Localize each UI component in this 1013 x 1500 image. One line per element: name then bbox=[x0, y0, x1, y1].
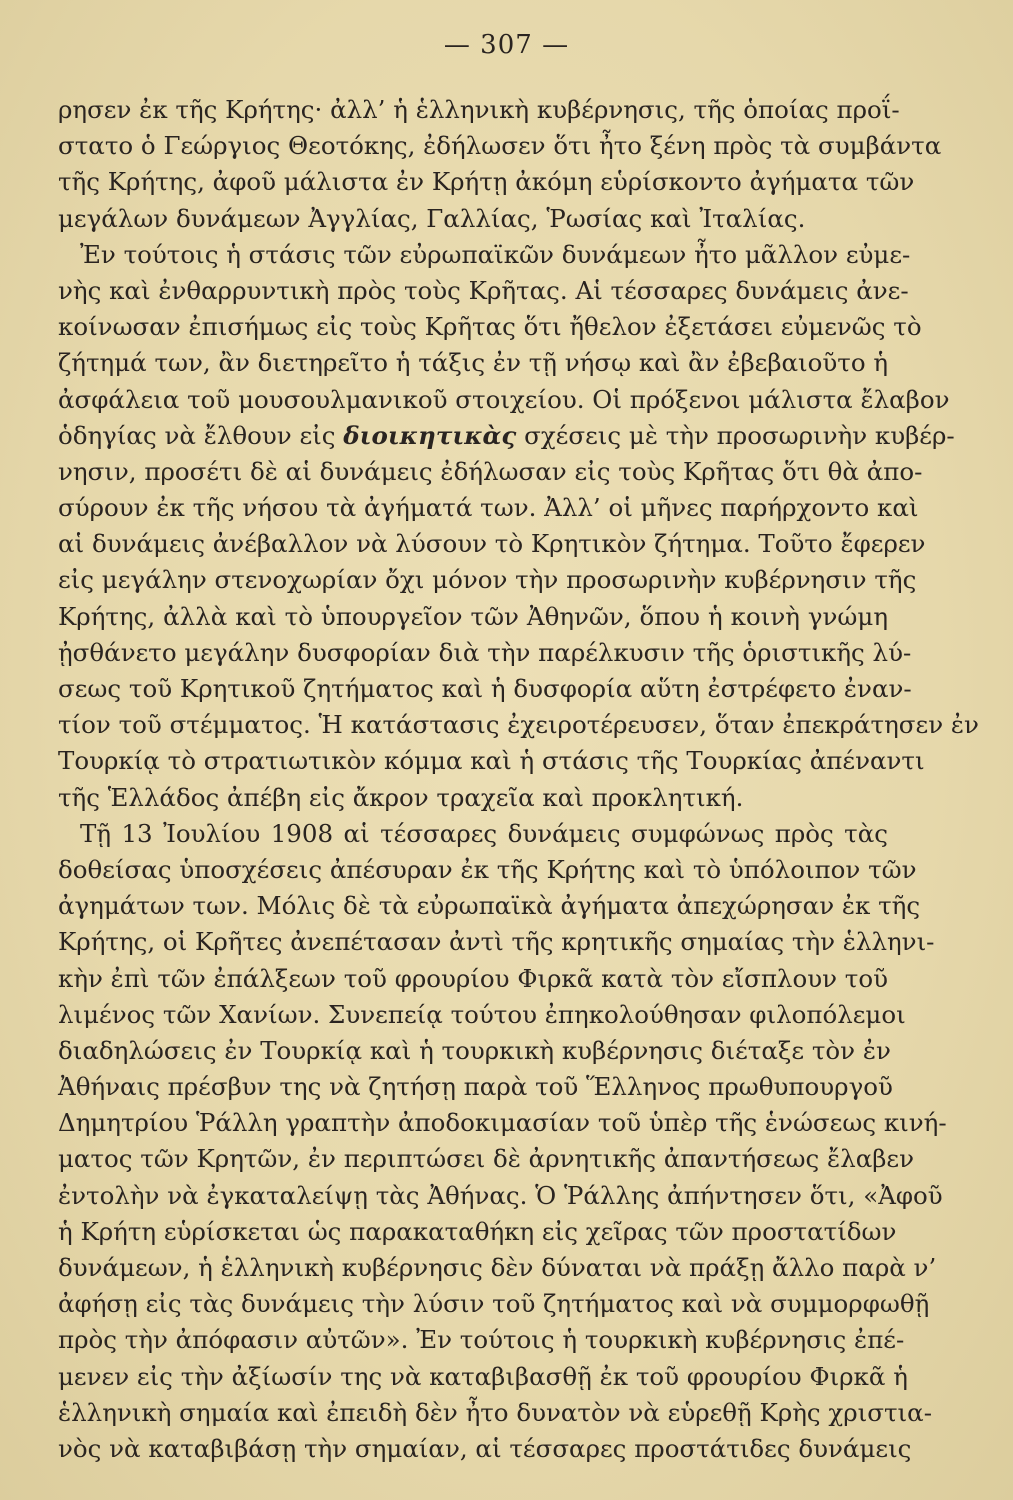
text-line bbox=[58, 1359, 908, 1395]
text-line bbox=[58, 888, 921, 924]
text-line bbox=[58, 635, 912, 671]
text-line bbox=[58, 599, 888, 635]
text-line bbox=[58, 382, 950, 418]
text-line bbox=[58, 1178, 943, 1214]
text-line bbox=[58, 1105, 947, 1141]
line-text: τῆς Κρήτης, ἀφοῦ μάλιστα ἐν Κρήτῃ ἀκόμη εὑρίσκοντο ἀγήματα τῶν bbox=[58, 167, 915, 197]
page-number: — 307 — bbox=[443, 30, 570, 60]
line-text: Ἀθήναις πρέσβυν της νὰ ζητήσῃ παρὰ τοῦ Ἕλληνος πρωθυπουργοῦ bbox=[58, 1072, 893, 1102]
line-text: λιμένος τῶν Χανίων. Συνεπείᾳ τούτου ἐπηκολούθησαν φιλοπόλεμοι bbox=[58, 999, 906, 1029]
text-line bbox=[58, 490, 919, 526]
emphasized-text: διοικητικὰς bbox=[343, 420, 517, 450]
text-line bbox=[58, 1214, 897, 1250]
line-text: σεως τοῦ Κρητικοῦ ζητήματος καὶ ἡ δυσφορία αὕτη ἐστρέφετο ἐναν- bbox=[58, 674, 912, 703]
text-line bbox=[58, 345, 888, 381]
line-text: αἱ δυνάμεις ἀνέβαλλον νὰ λύσουν τὸ Κρητικὸν ζήτημα. Τοῦτο ἔφερεν bbox=[58, 529, 926, 559]
text-line bbox=[58, 418, 955, 454]
text-line bbox=[58, 1141, 915, 1177]
line-text: μενεν εἰς τὴν ἀξίωσίν της νὰ καταβιβασθῇ ἐκ τοῦ φρουρίου Φιρκᾶ ἡ bbox=[58, 1361, 908, 1391]
line-text: ἑλληνικὴ σημαία καὶ ἐπειδὴ δὲν ἦτο δυνατὸν νὰ εὑρεθῇ Κρὴς χριστια- bbox=[58, 1397, 932, 1427]
line-text: κοίνωσαν ἐπισήμως εἰς τοὺς Κρῆτας ὅτι ἤθελον ἐξετάσει εὐμενῶς τὸ bbox=[58, 312, 922, 342]
text-line bbox=[58, 743, 925, 779]
line-text: νησιν, προσέτι δὲ αἱ δυνάμεις ἐδήλωσαν εἰς τοὺς Κρῆτας ὅτι θὰ ἀπο- bbox=[58, 456, 923, 486]
text-line bbox=[58, 1286, 930, 1322]
body-text bbox=[58, 92, 979, 1467]
line-text: ὁδηγίας νὰ ἔλθουν εἰς bbox=[58, 420, 344, 450]
line-text: ἡ Κρήτη εὑρίσκεται ὡς παρακαταθήκη εἰς χεῖρας τῶν προστατίδων bbox=[58, 1216, 897, 1246]
line-text: δυνάμεων, ἡ ἑλληνικὴ κυβέρνησις δὲν δύναται νὰ πράξῃ ἄλλο παρὰ ν’ bbox=[58, 1253, 937, 1282]
line-text: ἀφήσῃ εἰς τὰς δυνάμεις τὴν λύσιν τοῦ ζητήματος καὶ νὰ συμμορφωθῇ bbox=[58, 1289, 930, 1319]
text-line bbox=[58, 237, 911, 273]
line-text: νὴς καὶ ἐνθαρρυντικὴ πρὸς τοὺς Κρῆτας. Αἱ τέσσαρες δυνάμεις ἀνε- bbox=[58, 275, 909, 305]
line-text: ᾐσθάνετο μεγάλην δυσφορίαν διὰ τὴν παρέλκυσιν τῆς ὁριστικῆς λύ- bbox=[58, 637, 912, 667]
line-text: κὴν ἐπὶ τῶν ἐπάλξεων τοῦ φρουρίου Φιρκᾶ κατὰ τὸν εἴσπλουν τοῦ bbox=[58, 963, 888, 993]
text-line bbox=[58, 852, 917, 888]
text-line bbox=[58, 273, 909, 309]
text-line bbox=[58, 780, 888, 816]
line-text: Τουρκίᾳ τὸ στρατιωτικὸν κόμμα καὶ ἡ στάσις τῆς Τουρκίας ἀπέναντι bbox=[58, 746, 925, 776]
text-line bbox=[58, 1395, 932, 1431]
line-text: ἐντολὴν νὰ ἐγκαταλείψῃ τὰς Ἀθήνας. Ὁ Ῥάλλης ἀπήντησεν ὅτι, «Ἀφοῦ bbox=[58, 1180, 943, 1210]
line-text: εἰς μεγάλην στενοχωρίαν ὄχι μόνον τὴν προσωρινὴν κυβέρνησιν τῆς bbox=[58, 565, 917, 595]
line-text: νὸς νὰ καταβιβάσῃ τὴν σημαίαν, αἱ τέσσαρες προστάτιδες δυνάμεις bbox=[58, 1433, 912, 1463]
line-text: στατο ὁ Γεώργιος Θεοτόκης, ἐδήλωσεν ὅτι ἦτο ξένη πρὸς τὰ συμβάντα bbox=[58, 131, 942, 161]
line-text: τίον τοῦ στέμματος. Ἡ κατάστασις ἐχειροτέρευσεν, ὅταν ἐπεκράτησεν ἐν bbox=[58, 710, 979, 740]
line-text: Κρήτης, οἱ Κρῆτες ἀνεπέτασαν ἀντὶ τῆς κρητικῆς σημαίας τὴν ἑλληνι- bbox=[58, 927, 935, 957]
line-text: σύρουν ἐκ τῆς νήσου τὰ ἀγήματά των. Ἀλλ’ οἱ μῆνες παρήρχοντο καὶ bbox=[58, 493, 919, 523]
line-text: Ἐν τούτοις ἡ στάσις τῶν εὐρωπαϊκῶν δυνάμεων ἦτο μᾶλλον εὐμε- bbox=[80, 239, 911, 269]
line-text: πρὸς τὴν ἀπόφασιν αὐτῶν». Ἐν τούτοις ἡ τουρκικὴ κυβέρνησις ἐπέ- bbox=[58, 1325, 905, 1355]
text-line bbox=[58, 924, 935, 960]
line-text: μεγάλων δυνάμεων Ἀγγλίας, Γαλλίας, Ῥωσίας καὶ Ἰταλίας. bbox=[58, 203, 806, 233]
line-text: ρησεν ἐκ τῆς Κρήτης· ἀλλ’ ἡ ἑλληνικὴ κυβέρνησις, τῆς ὁποίας προΐ- bbox=[58, 95, 900, 124]
line-text: δοθείσας ὑποσχέσεις ἀπέσυραν ἐκ τῆς Κρήτης καὶ τὸ ὑπόλοιπον τῶν bbox=[58, 854, 917, 884]
line-text: Δημητρίου Ῥάλλη γραπτὴν ἀποδοκιμασίαν τοῦ ὑπὲρ τῆς ἑνώσεως κινή- bbox=[58, 1108, 947, 1138]
line-text: ζήτημά των, ἂν διετηρεῖτο ἡ τάξις ἐν τῇ νήσῳ καὶ ἂν ἐβεβαιοῦτο ἡ bbox=[58, 348, 889, 378]
text-line bbox=[58, 92, 900, 128]
line-text: Κρήτης, ἀλλὰ καὶ τὸ ὑπουργεῖον τῶν Ἀθηνῶν, ὅπου ἡ κοινὴ γνώμη bbox=[58, 601, 888, 631]
text-line bbox=[58, 526, 926, 562]
line-text: σχέσεις μὲ τὴν προσωρινὴν κυβέρ- bbox=[516, 420, 955, 450]
text-line bbox=[58, 454, 923, 490]
text-line bbox=[58, 1322, 905, 1358]
text-line bbox=[58, 671, 912, 707]
line-text: ματος τῶν Κρητῶν, ἐν περιπτώσει δὲ ἀρνητικῆς ἀπαντήσεως ἔλαβεν bbox=[58, 1144, 915, 1174]
text-line bbox=[58, 1250, 937, 1286]
text-line bbox=[58, 816, 888, 852]
text-line bbox=[58, 164, 915, 200]
text-line bbox=[58, 997, 906, 1033]
line-text: Τῇ 13 Ἰουλίου 1908 αἱ τέσσαρες δυνάμεις συμφώνως πρὸς τὰς bbox=[80, 818, 888, 848]
text-line bbox=[58, 707, 979, 743]
line-text: ἀσφάλεια τοῦ μουσουλμανικοῦ στοιχείου. Οἱ πρόξενοι μάλιστα ἔλαβον bbox=[58, 384, 950, 414]
text-line bbox=[58, 201, 888, 237]
line-text: ἀγημάτων των. Μόλις δὲ τὰ εὐρωπαϊκὰ ἀγήματα ἀπεχώρησαν ἐκ τῆς bbox=[58, 891, 921, 921]
text-line bbox=[58, 1431, 912, 1467]
line-text: διαδηλώσεις ἐν Τουρκίᾳ καὶ ἡ τουρκικὴ κυβέρνησις διέταξε τὸν ἐν bbox=[58, 1035, 891, 1065]
line-text: τῆς Ἑλλάδος ἀπέβη εἰς ἄκρον τραχεῖα καὶ προκλητική. bbox=[58, 782, 744, 812]
text-line bbox=[58, 1033, 891, 1069]
text-line bbox=[58, 128, 942, 164]
text-line bbox=[58, 1069, 893, 1105]
text-line bbox=[58, 562, 917, 598]
text-line bbox=[58, 309, 922, 345]
text-line bbox=[58, 961, 888, 997]
